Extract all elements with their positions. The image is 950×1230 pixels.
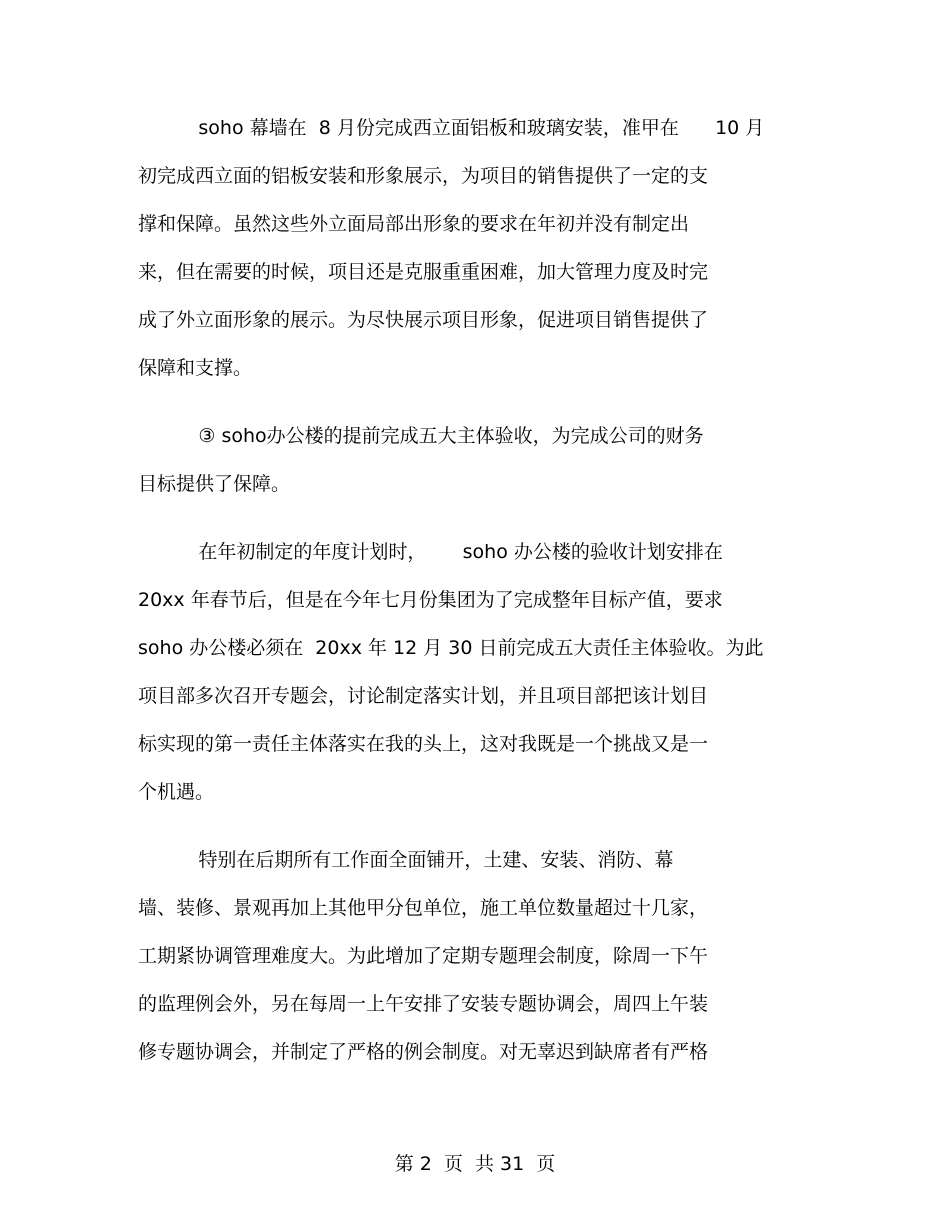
paragraph-3-line-3: soho 办公楼必须在 20xx 年 12 月 30 日前完成五大责任主体验收。为此 — [138, 637, 764, 659]
paragraph-4-line-3: 工期紧协调管理难度大。为此增加了定期专题理会制度，除周一下午 — [138, 945, 709, 967]
paragraph-3-line-5: 标实现的第一责任主体落实在我的头上，这对我既是一个挑战又是一 — [138, 733, 709, 755]
paragraph-4-line-5: 修专题协调会，并制定了严格的例会制度。对无辜迟到缺席者有严格 — [138, 1041, 709, 1063]
page-number-footer: 第 2 页 共 31 页 — [394, 1153, 556, 1175]
paragraph-1-line-5: 成了外立面形象的展示。为尽快展示项目形象，促进项目销售提供了 — [138, 309, 709, 331]
paragraph-1-line-4: 来，但在需要的时候，项目还是克服重重困难，加大管理力度及时完 — [138, 261, 709, 283]
paragraph-1-line-2: 初完成西立面的铝板安装和形象展示，为项目的销售提供了一定的支 — [138, 165, 709, 187]
paragraph-1-line-3: 撑和保障。虽然这些外立面局部出形象的要求在年初并没有制定出 — [138, 213, 690, 235]
paragraph-3-line-6: 个机遇。 — [138, 781, 215, 803]
paragraph-1-line-1: soho 幕墙在 8 月份完成西立面铝板和玻璃安装，准甲在 10 月 — [138, 117, 765, 139]
paragraph-4-line-1: 特别在后期所有工作面全面铺开，土建、安装、消防、幕 — [138, 849, 674, 871]
paragraph-4-line-4: 的监理例会外，另在每周一上午安排了安装专题协调会，周四上午装 — [138, 993, 709, 1015]
paragraph-3-line-4: 项目部多次召开专题会，讨论制定落实计划，并且项目部把该计划目 — [138, 685, 709, 707]
paragraph-2-line-2: 目标提供了保障。 — [138, 473, 291, 495]
paragraph-4-line-2: 墙、装修、景观再加上其他甲分包单位，施工单位数量超过十几家， — [138, 897, 709, 919]
paragraph-2-line-1: ③ soho办公楼的提前完成五大主体验收，为完成公司的财务 — [138, 425, 704, 447]
paragraph-3-line-2: 20xx 年春节后，但是在今年七月份集团为了完成整年目标产值，要求 — [138, 589, 723, 611]
paragraph-1-line-6: 保障和支撑。 — [138, 357, 253, 379]
paragraph-3-line-1: 在年初制定的年度计划时， soho 办公楼的验收计划安排在 — [138, 541, 723, 563]
